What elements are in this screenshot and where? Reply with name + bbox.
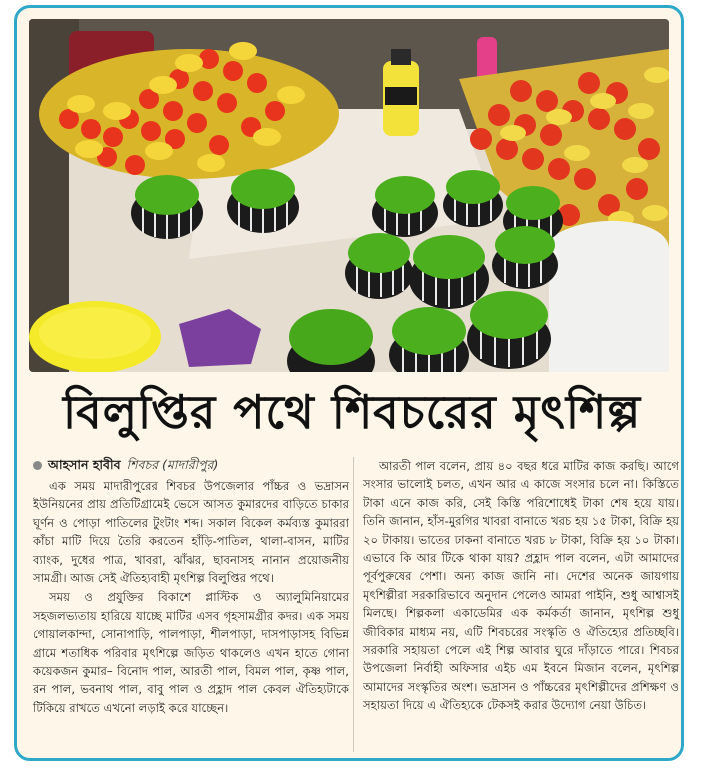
left-paragraph-1: এক সময় মাদারীপুরের শিবচর উপজেলার পাঁচ্চর ও ভদ্রাসন ইউনিয়নের প্রায় প্রতিটিগ্রামেই ভেসে আসত কুমারদের বাড়িতে চাকার ঘূর্ণন ও পোড়া পাতিলের টুংটাং শব্দ। সকাল বিকেল কর্মব্যস্ত কুমাররা কাঁচা মাটি দিয়ে তৈরি করতেন হাঁড়ি-পাতিল, থালা-বাসন, মাটির ব্যাংক, দুধের পাত্র, খাবরা, ঝাঁঝর, ছাবনাসহ নানান প্রয়োজনীয় সামগ্রী। আজ সেই ঐতিহ্যবাহী মৃৎশিল্প বিলুপ্তির পথে। — [33, 479, 349, 586]
newspaper-clipping — [14, 5, 684, 761]
byline-place: শিবচর (মাদারীপুর) — [126, 457, 219, 472]
byline — [33, 455, 218, 475]
byline-author: আহসান হাবীব — [48, 457, 121, 472]
left-column — [33, 477, 349, 718]
column-divider — [353, 457, 354, 752]
clay-pots-photo-illustration — [29, 19, 669, 372]
article-photo — [29, 19, 669, 372]
headline: বিলুপ্তির পথে শিবচরের মৃৎশিল্প — [62, 385, 642, 439]
byline-bullet-icon — [33, 461, 42, 470]
right-column — [363, 457, 679, 716]
right-paragraph-1: আরতী পাল বলেন, প্রায় ৪০ বছর ধরে মাটির কাজ করছি। আগে সংসার ভালোই চলত, এখন আর এ কাজে সংসার চলে না। কিস্তিতে টাকা এনে কাজ করি, সেই কিস্তি পরিশোধেই টাকা শেষ হয়ে যায়। তিনি জানান, হাঁস-মুরগির খাবরা বানাতে খরচ হয় ১৫ টাকা, বিক্রি হয় ২০ টাকায়। ভাতের ঢাকনা বানাতে খরচ ৮ টাকা, বিক্রি হয় ১০ টাকা। এভাবে কি আর টিকে থাকা যায়? প্রহ্লাদ পাল বলেন, এটা আমাদের পূর্বপুরুষের পেশা। অন্য কাজ জানি না। দেশের অনেক জায়গায় মৃৎশিল্পীরা সরকারিভাবে অনুদান পেলেও আমরা পাইনি, শুধু আশ্বাসই মিলছে। শিল্পকলা একাডেমির এক কর্মকর্তা জানান, মৃৎশিল্প শুধু জীবিকার মাধ্যম নয়, এটি শিবচরের সংস্কৃতি ও ঐতিহ্যের প্রতিচ্ছবি। সরকারি সহায়তা পেলে এই শিল্প আবার ঘুরে দাঁড়াতে পারে। শিবচর উপজেলা নির্বাহী অফিসার এইচ এম ইবনে মিজান বলেন, মৃৎশিল্প আমাদের সংস্কৃতির অংশ। ভদ্রাসন ও পাঁচ্চরের মৃৎশিল্পীদের প্রশিক্ষণ ও সহায়তা দিয়ে এ ঐতিহ্যকে টেকসই করার উদ্যোগ নেয়া উচিত। — [363, 459, 679, 713]
left-paragraph-2: সময় ও প্রযুক্তির বিকাশে প্লাস্টিক ও অ্যালুমিনিয়ামের সহজলভ্যতায় হারিয়ে যাচ্ছে মাটির এসব গৃহসামগ্রীর কদর। এক সময় গোয়ালকান্দা, সোনাপাড়ি, পালপাড়া, শীলপাড়া, দাসপাড়াসহ বিভিন্ন গ্রামে শতাধিক পরিবার মৃৎশিল্পে জড়িত থাকলেও এখন হাতে গোনা কয়েকজন কুমার– বিনোদ পাল, আরতী পাল, বিমল পাল, কৃষ্ণ পাল, রন পাল, ভবনাথ পাল, বাবু পাল ও প্রহ্লাদ পাল কেবল ঐতিহ্যটাকে টিকিয়ে রাখতে এখনো লড়াই করে যাচ্ছেন। — [33, 590, 349, 715]
